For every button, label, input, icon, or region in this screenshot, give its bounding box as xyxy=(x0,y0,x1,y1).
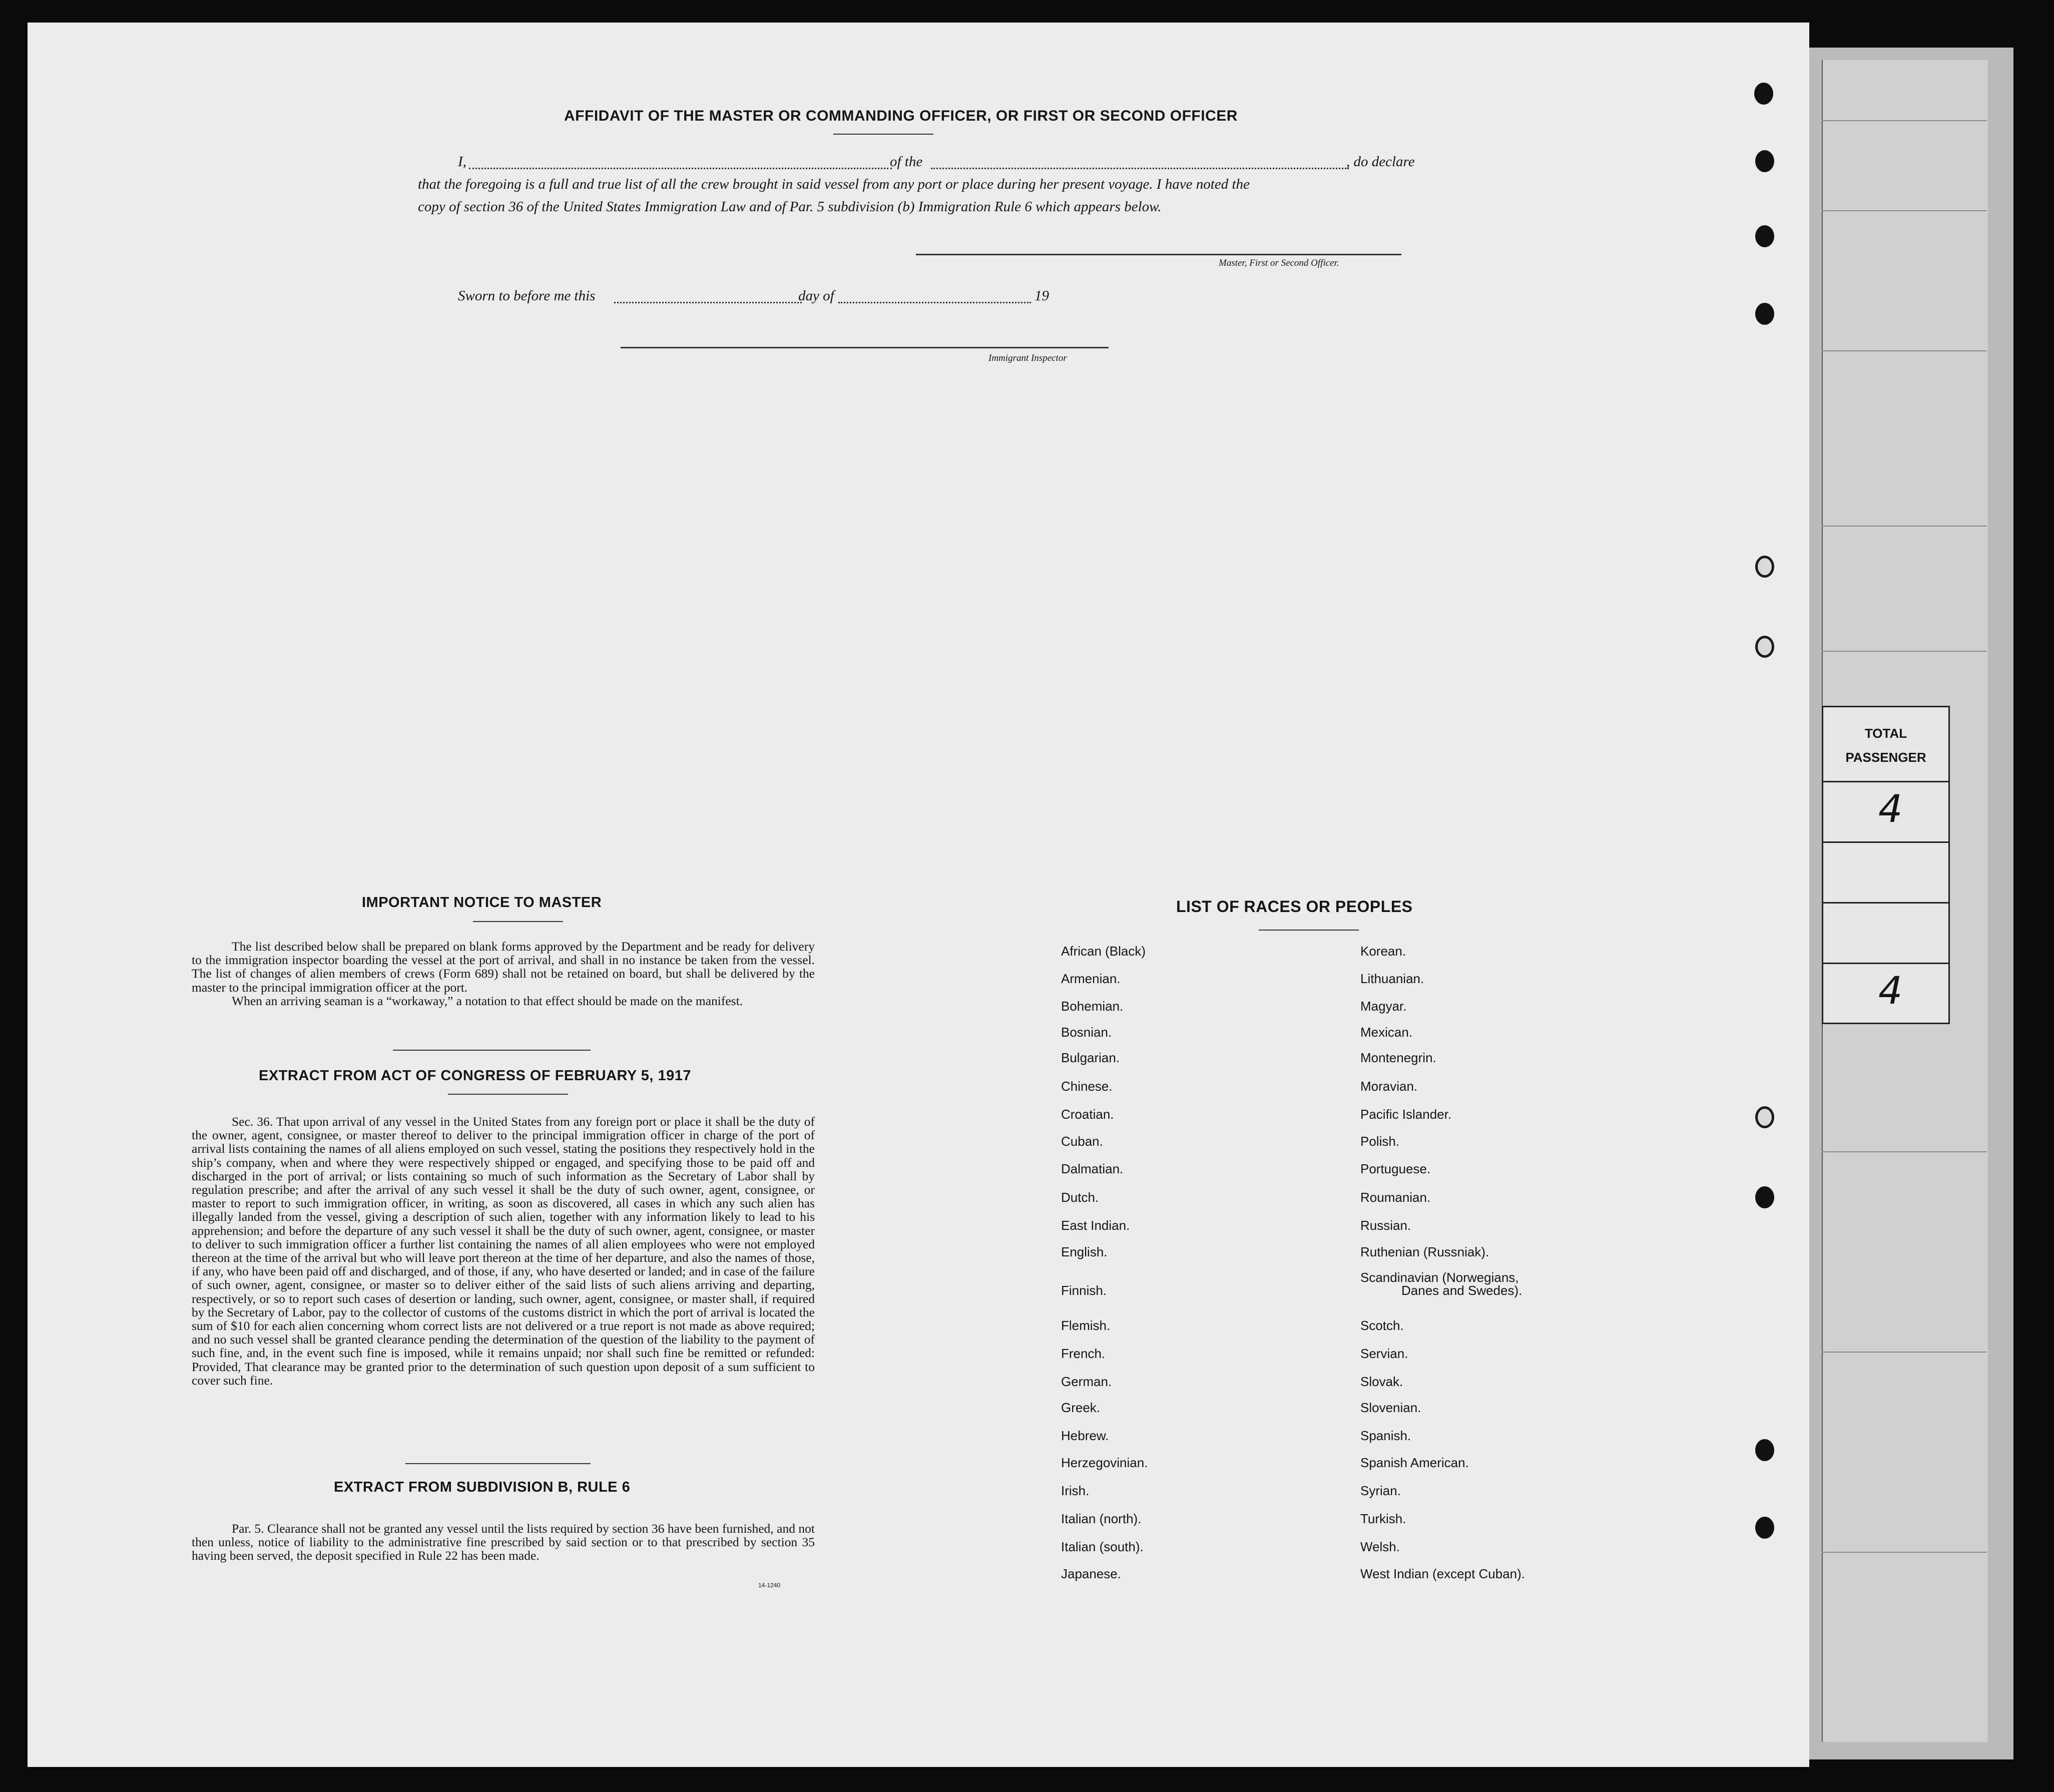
race-item: Portuguese. xyxy=(1360,1161,1431,1176)
divider xyxy=(393,1050,591,1051)
punch-hole xyxy=(1755,150,1774,172)
race-item: Dutch. xyxy=(1061,1190,1099,1205)
race-item: Montenegrin. xyxy=(1360,1050,1436,1065)
underlying-rule xyxy=(1822,350,1987,351)
underlying-rule xyxy=(1822,651,1987,652)
underlying-rule xyxy=(1822,1151,1987,1152)
form-number: 14-1240 xyxy=(758,1582,781,1589)
rule-extract-title: EXTRACT FROM SUBDIVISION B, RULE 6 xyxy=(334,1479,631,1495)
race-item: African (Black) xyxy=(1061,944,1146,959)
affidavit-title: AFFIDAVIT OF THE MASTER OR COMMANDING OFFICER, OR FIRST OR SECOND OFFICER xyxy=(564,108,1238,124)
race-item: Cuban. xyxy=(1061,1134,1103,1149)
act-extract-body-wrap xyxy=(192,1115,815,1387)
race-item: Hebrew. xyxy=(1061,1428,1109,1443)
name-blank-line[interactable] xyxy=(469,168,892,169)
sworn-month-blank[interactable] xyxy=(838,302,1031,303)
underlying-rule xyxy=(1822,1352,1987,1353)
race-item: Scandinavian (Norwegians, xyxy=(1360,1270,1519,1285)
race-item: Slovak. xyxy=(1360,1374,1403,1389)
race-item: Greek. xyxy=(1061,1400,1101,1415)
total-cell xyxy=(1823,904,1948,964)
act-extract-body: Sec. 36. That upon arrival of any vessel in the United States from any foreign port or place it shall be the duty of the owner, agent, consignee, or master thereof to deliver to the principal immigration officer in charge of the port of arrival lists containing the names of all aliens employed on such vessel, stating the positions they respectively hold in the ship’s company, when and where they were respectively shipped or engaged, and specifying those to be paid off and discharged in the port of arrival; or lists containing so much of such information as the Secretary of Labor shall by regulation prescribe; and after the arrival of any such vessel it shall be the duty of such owner, agent, consignee, or master to report to such immigration officer, in writing, as soon as discovered, all cases in which any such alien has illegally landed from the vessel, giving a description of such alien, together with any information likely to lead to his apprehension; and before the departure of any such vessel it shall be the duty of such owner, agent, consignee, or master to deliver to such immigration officer a further list containing the names of all alien employees who were not employed thereon at the time of the arrival but who will leave port thereon at the time of her departure, and also the names of those, if any, who have been paid off and discharged, and of those, if any, who have deserted or landed; and in case of the failure of such owner, agent, consignee, or master so to deliver either of the said lists of such aliens arriving and departing, respectively, or so to report such cases of desertion or landing, such owner, agent, consignee, or master shall, if required by the Secretary of Labor, pay to the collector of customs of the customs district in which the port of arrival is located the sum of $10 for each alien concerning whom correct lists are not delivered or a true report is not made as above required; and no such vessel shall be granted clearance pending the determination of the question of the liability to the payment of such fine, and, in the event such fine is imposed, while it remains unpaid; nor shall such fine be remitted or refunded: Provided, That clearance may be granted prior to the determination of such question upon deposit of a sum sufficient to cover such fine. xyxy=(192,1114,815,1388)
master-signature-line[interactable] xyxy=(916,254,1401,255)
race-item: Lithuanian. xyxy=(1360,971,1424,986)
total-header-line-2: PASSENGER xyxy=(1845,750,1926,765)
handwritten-total: 4 xyxy=(1878,968,1903,1013)
race-item: West Indian (except Cuban). xyxy=(1360,1566,1525,1581)
punch-hole xyxy=(1755,1439,1774,1461)
race-item: Bohemian. xyxy=(1061,999,1124,1014)
race-item: French. xyxy=(1061,1346,1106,1361)
total-cell xyxy=(1823,782,1948,843)
race-item: Dalmatian. xyxy=(1061,1161,1124,1176)
race-item: German. xyxy=(1061,1374,1112,1389)
punch-hole xyxy=(1755,556,1774,578)
underlying-rule xyxy=(1822,1552,1987,1553)
race-item: Scotch. xyxy=(1360,1318,1404,1333)
race-item: Roumanian. xyxy=(1360,1190,1431,1205)
notice-body xyxy=(192,940,815,1008)
race-item: Croatian. xyxy=(1061,1107,1114,1122)
punch-hole xyxy=(1754,83,1773,105)
race-item: Korean. xyxy=(1360,944,1406,959)
race-item: Japanese. xyxy=(1061,1566,1121,1581)
total-cell xyxy=(1823,964,1948,1023)
race-item: Servian. xyxy=(1360,1346,1408,1361)
race-item: East Indian. xyxy=(1061,1218,1130,1233)
underlying-rule xyxy=(1822,120,1987,121)
race-item: Armenian. xyxy=(1061,971,1121,986)
handwritten-total: 4 xyxy=(1878,786,1903,831)
race-item: Chinese. xyxy=(1061,1079,1113,1094)
underlying-rule xyxy=(1822,526,1987,527)
rule-extract-body: Par. 5. Clearance shall not be granted any vessel until the lists required by section 36 have been furnished, and not then unless, notice of liability to the administrative fine prescribed by said section or to that prescribed by section 35 having been served, the deposit specified in Rule 22 has been made. xyxy=(192,1521,815,1563)
race-item: Italian (south). xyxy=(1061,1539,1144,1554)
total-passengers-box xyxy=(1822,706,1950,1024)
master-signature-label: Master, First or Second Officer. xyxy=(1219,258,1339,268)
race-item: Flemish. xyxy=(1061,1318,1111,1333)
total-passengers-header xyxy=(1823,707,1948,782)
race-item: Herzegovinian. xyxy=(1061,1455,1148,1470)
race-item: Spanish. xyxy=(1360,1428,1411,1443)
divider xyxy=(405,1463,591,1464)
total-header-line-1: TOTAL xyxy=(1864,726,1907,741)
sworn-year: 19 xyxy=(1035,288,1049,304)
sworn-day-blank[interactable] xyxy=(614,302,802,303)
notice-title: IMPORTANT NOTICE TO MASTER xyxy=(362,894,602,911)
punch-hole xyxy=(1755,1186,1774,1208)
punch-hole xyxy=(1755,225,1774,247)
vessel-blank-line[interactable] xyxy=(931,168,1349,169)
sworn-prefix: Sworn to before me this xyxy=(458,288,596,304)
affidavit-i-label: I, xyxy=(458,154,466,170)
divider xyxy=(473,921,563,922)
sworn-day-of: day of xyxy=(798,288,834,304)
affidavit-line-3: copy of section 36 of the United States Immigration Law and of Par. 5 subdivision (b) Immigration Rule 6 which appears below. xyxy=(418,199,1162,215)
notice-paragraph-1: The list described below shall be prepared on blank forms approved by the Department and be ready for delivery to the immigration inspector boarding the vessel at the port of arrival, and shall in no instance be taken from the vessel. The list of changes of alien members of crews (Form 689) shall not be retained on board, but shall be delivered by the master to the principal immigration officer at the port. xyxy=(192,939,815,995)
race-item: Mexican. xyxy=(1360,1025,1413,1040)
divider xyxy=(833,134,933,135)
race-item: Slovenian. xyxy=(1360,1400,1421,1415)
race-item: Pacific Islander. xyxy=(1360,1107,1452,1122)
race-item: Turkish. xyxy=(1360,1511,1406,1526)
race-item: Finnish. xyxy=(1061,1283,1107,1298)
divider xyxy=(448,1094,568,1095)
race-item: Ruthenian (Russniak). xyxy=(1360,1244,1489,1259)
race-item: Moravian. xyxy=(1360,1079,1418,1094)
race-item: Polish. xyxy=(1360,1134,1400,1149)
affidavit-of-the-label: of the xyxy=(890,154,923,170)
form-page xyxy=(28,23,1809,1767)
punch-hole xyxy=(1755,303,1774,325)
race-item: Danes and Swedes). xyxy=(1401,1283,1522,1298)
race-item: Welsh. xyxy=(1360,1539,1400,1554)
affidavit-declare-label: , do declare xyxy=(1346,154,1415,170)
punch-hole xyxy=(1755,1517,1774,1539)
act-extract-title: EXTRACT FROM ACT OF CONGRESS OF FEBRUARY 5, 1917 xyxy=(259,1068,692,1084)
notice-paragraph-2: When an arriving seaman is a “workaway,” a notation to that effect should be made on the manifest. xyxy=(232,993,743,1008)
inspector-signature-line[interactable] xyxy=(621,347,1109,348)
race-item: English. xyxy=(1061,1244,1108,1259)
race-item: Syrian. xyxy=(1360,1483,1401,1498)
underlying-rule xyxy=(1822,210,1987,211)
punch-hole xyxy=(1755,636,1774,658)
race-item: Irish. xyxy=(1061,1483,1090,1498)
race-item: Russian. xyxy=(1360,1218,1411,1233)
divider xyxy=(1259,930,1359,931)
inspector-label: Immigrant Inspector xyxy=(988,353,1067,363)
punch-hole xyxy=(1755,1106,1774,1128)
race-item: Italian (north). xyxy=(1061,1511,1142,1526)
affidavit-line-2: that the foregoing is a full and true list of all the crew brought in said vessel from any port or place during her present voyage. I have noted the xyxy=(418,176,1250,192)
rule-extract-body-wrap xyxy=(192,1522,815,1563)
race-item: Bulgarian. xyxy=(1061,1050,1120,1065)
race-item: Magyar. xyxy=(1360,999,1407,1014)
race-item: Bosnian. xyxy=(1061,1025,1112,1040)
race-item: Spanish American. xyxy=(1360,1455,1469,1470)
total-cell xyxy=(1823,843,1948,904)
races-title: LIST OF RACES OR PEOPLES xyxy=(1176,898,1413,916)
